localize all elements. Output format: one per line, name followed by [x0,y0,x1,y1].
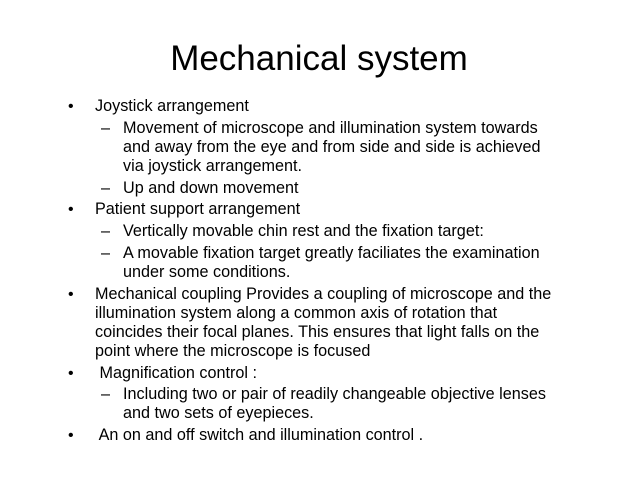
text-line: point where the microscope is focused [95,341,371,360]
text-line: A movable fixation target greatly faciliates the examination [123,244,540,262]
sub-bullet-item [0,179,638,198]
text-line: and away from the eye and from side and side is achieved [123,137,541,156]
bullet-item [0,426,638,445]
bullet-text [95,97,249,116]
text-line: Vertically movable chin rest and the fixation target: [123,222,484,241]
text-line: Magnification control : [95,363,257,382]
bullet-text [123,179,298,198]
text-line: An on and off switch and illumination control . [95,426,424,445]
bullet-text [123,385,546,423]
bullet-item [0,285,638,361]
bullet-text [95,364,257,383]
bullet-marker: • [68,98,74,115]
bullet-text [95,200,300,219]
bullet-marker: • [68,427,74,445]
text-line: Including two or pair of readily changeable objective lenses [123,385,546,404]
text-line: under some conditions. [123,263,291,281]
text-line: Mechanical coupling Provides a coupling of microscope and the [95,284,552,303]
bullet-text [95,285,551,361]
dash-marker: – [101,222,111,241]
bullet-marker: • [68,201,74,219]
bullet-item [0,97,638,116]
text-line: Joystick arrangement [95,97,249,115]
sub-bullet-item [0,119,638,176]
bullet-marker: • [68,285,74,303]
bullet-text [123,222,484,241]
text-line: illumination system along a common axis of rotation that [95,303,498,322]
bullet-text [123,119,541,176]
dash-marker: – [101,244,111,262]
bullet-text [95,426,423,445]
bullet-item [0,364,638,383]
text-line: via joystick arrangement. [123,156,303,175]
sub-bullet-item [0,244,638,282]
text-line: and two sets of eyepieces. [123,404,314,423]
dash-marker: – [101,118,111,137]
sub-bullet-item [0,222,638,241]
bullet-item [0,200,638,219]
dash-marker: – [101,178,111,197]
sub-bullet-item [0,385,638,423]
text-line: Up and down movement [123,178,299,197]
dash-marker: – [101,385,111,404]
text-line: Patient support arrangement [95,200,301,219]
slide-title: Mechanical system [170,39,468,78]
bullet-marker: • [68,364,74,382]
text-line: coincides their focal planes. This ensures that light falls on the [95,322,540,341]
text-line: Movement of microscope and illumination system towards [123,118,538,137]
bullet-text [123,244,540,282]
